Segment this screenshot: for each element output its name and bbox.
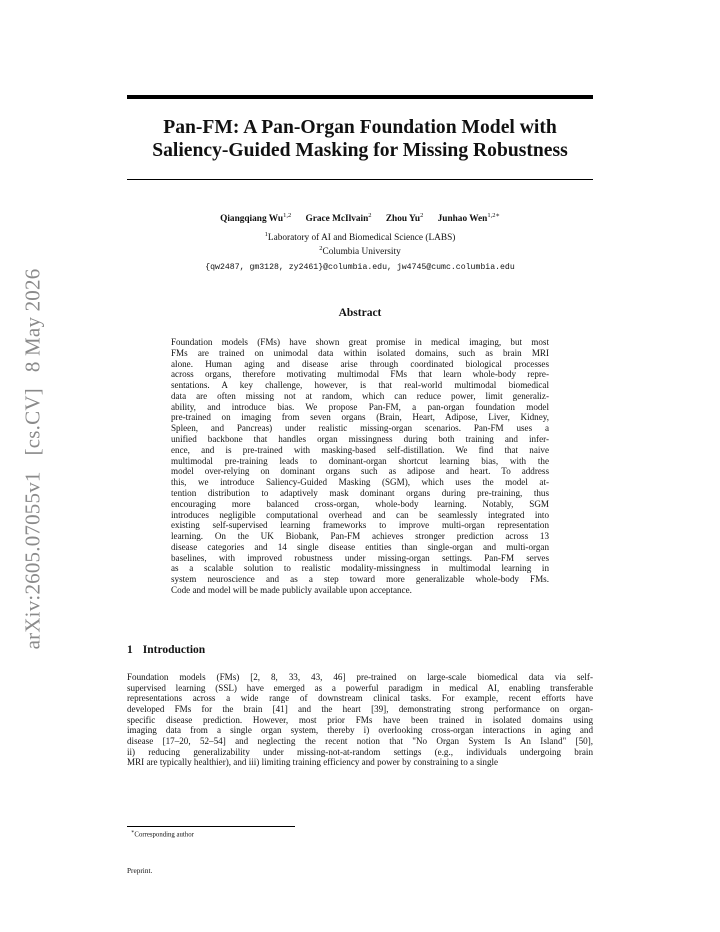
abstract-line: Foundation models (FMs) have shown great promise in medical imaging, but most: [171, 337, 549, 347]
abstract-line: encouraging more balanced cross-organ, whole-body learning. Notably, SGM: [171, 498, 549, 509]
abstract-line: unified backbone that handles organ missingness during both training and infer-: [171, 434, 549, 445]
author: Junhao Wen$^{1,2∗}$: [437, 212, 500, 225]
intro-line: specific disease prediction. However, most prior FMs have been trained in isolated domains using: [127, 714, 593, 725]
intro-line: Foundation models (FMs) [2, 8, 33, 43, 46] pre-trained on large-scale biomedical data via self-: [127, 672, 593, 682]
abstract-line: system neuroscience and as a step toward more generalizable whole-body FMs.: [171, 574, 549, 585]
abstract-line: model over-relying on dominant organs such as adipose and heart. To address: [171, 466, 549, 477]
section-title: Introduction: [142, 644, 206, 656]
arxiv-date: 8 May 2026: [20, 268, 45, 373]
intro-line: representations across a wide range of downstream clinical tasks. For example, recent efforts have: [127, 693, 593, 704]
abstract-line: learning. On the UK Biobank, Pan-FM achieves stronger prediction across 13: [171, 531, 549, 542]
affiliation-2: $^2$Columbia University: [319, 245, 401, 258]
abstract-line: tention distribution to adaptively mask dominant organs during pre-training, thus: [171, 487, 549, 498]
author: Grace McIlvain$^2$: [305, 212, 372, 225]
abstract-line: Code and model will be made publicly available upon acceptance.: [171, 584, 412, 595]
abstract-line: introduces negligible computational overhead and can be seamlessly integrated into: [171, 509, 549, 520]
section-heading: [127, 644, 205, 656]
arxiv-side-stamp: [21, 253, 46, 650]
title-line-2: Saliency-Guided Masking for Missing Robustness: [152, 140, 568, 161]
introduction-body: [127, 672, 593, 768]
arxiv-category: [cs.CV]: [20, 388, 45, 456]
author-list: [127, 211, 593, 224]
arxiv-id: arXiv:2605.07055v1: [20, 471, 45, 650]
abstract-line: FMs are trained on unimodal data within isolated domains, such as brain MRI: [171, 347, 549, 358]
title-bottom-rule: [127, 179, 593, 180]
footnote-rule: [127, 826, 295, 827]
abstract-line: data are often missing not at random, which can reduce power, limit generaliz-: [171, 390, 549, 401]
abstract-line: Spleen, and Pancreas) under realistic missing-organ scenarios. Pan-FM uses a: [171, 423, 549, 434]
preprint-label: Preprint.: [127, 866, 153, 875]
section-number: 1: [127, 644, 133, 656]
abstract-line: sentations. A key challenge, however, is that real-world multimodal biomedical: [171, 380, 549, 391]
abstract-line: pre-trained on imaging from seven organs (Brain, Heart, Adipose, Liver, Kidney,: [171, 412, 549, 423]
intro-line: developed FMs for the brain [41] and the heart [39], demonstrating strong performance on organ-: [127, 703, 593, 714]
abstract-line: baselines, with improved robustness under missing-organ settings. Pan-FM serves: [171, 552, 549, 563]
intro-line: imaging data from a single organ system, thereby i) overlooking cross-organ interactions in aging and: [127, 725, 593, 736]
abstract-line: as a scalable solution to realistic modality-missingness in multimodal learning in: [171, 563, 549, 574]
title-top-rule: [127, 95, 593, 99]
abstract-line: ability, and introduce bias. We propose Pan-FM, a pan-organ foundation model: [171, 401, 549, 412]
title-line-1: Pan-FM: A Pan-Organ Foundation Model with: [163, 117, 557, 138]
abstract-line: disease categories and 14 single disease entities than single-organ and multi-organ: [171, 541, 549, 552]
author-emails: {qw2487, gm3128, zy2461}@columbia.edu, jw4745@cumc.columbia.edu: [205, 263, 515, 272]
paper-title: [127, 116, 593, 162]
abstract-line: alone. Human aging and disease arise through coordinated biological processes: [171, 358, 549, 369]
abstract-line: this, we introduce Saliency-Guided Masking (SGM), which uses the model at-: [171, 477, 549, 488]
footnote: ∗Corresponding author: [131, 830, 194, 839]
abstract-line: across organs, therefore motivating multimodal FMs that learn whole-body repre-: [171, 369, 549, 380]
abstract-line: multimodal pre-training leads to dominant-organ shortcut learning bias, with the: [171, 455, 549, 466]
intro-line: supervised learning (SSL) have emerged as a powerful paradigm in medical AI, enabling transferable: [127, 682, 593, 693]
abstract-body: [171, 337, 549, 596]
intro-line: MRI are typically healthier), and iii) limiting training efficiency and power by constraining to a single: [127, 757, 499, 768]
author: Zhou Yu$^2$: [385, 212, 424, 225]
intro-line: disease [17–20, 52–54] and neglecting the recent notion that "No Organ System Is An Island" [50],: [127, 735, 593, 746]
abstract-line: ence, and is pre-trained with masking-based self-distillation. We find that naive: [171, 444, 549, 455]
intro-line: ii) reducing generalizability under missing-not-at-random settings (e.g., individuals undergoing brain: [127, 746, 593, 757]
abstract-heading: Abstract: [338, 307, 382, 319]
abstract-line: existing self-supervised learning frameworks to improve multi-organ representation: [171, 520, 549, 531]
author: Qiangqiang Wu$^{1,2}$: [220, 212, 292, 225]
affiliation-1: $^1$Laboratory of AI and Biomedical Science (LABS): [264, 231, 456, 244]
